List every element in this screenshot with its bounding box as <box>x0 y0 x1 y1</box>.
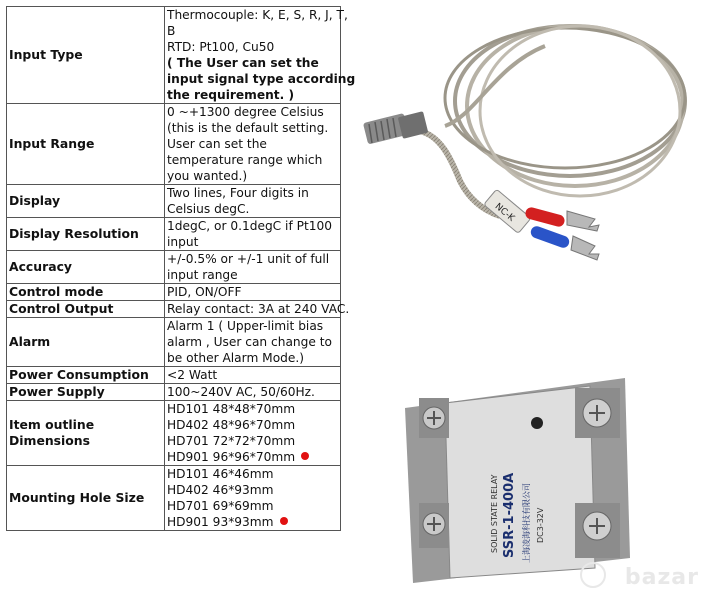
spec-row <box>7 384 341 401</box>
relay-label-company: 上海凌海科技有限公司 <box>522 483 531 563</box>
spec-value <box>165 251 341 284</box>
screw-top-left <box>419 398 449 438</box>
screw-top-right <box>575 388 620 438</box>
spec-value-line <box>167 7 348 23</box>
spec-value-text: Relay contact: 3A at 240 VAC. <box>167 302 350 316</box>
spec-value-text: input <box>167 235 199 249</box>
watermark-icon <box>580 562 606 588</box>
spec-row <box>7 104 341 185</box>
spec-row <box>7 367 341 384</box>
spec-value-line <box>167 23 338 39</box>
spec-value-line <box>167 39 338 55</box>
thermocouple-photo <box>345 6 705 266</box>
spec-value <box>165 466 341 531</box>
spec-value-line <box>167 87 338 103</box>
spec-value <box>165 104 341 185</box>
relay-label-model: SSR-1-400A <box>502 472 517 558</box>
spec-value-text: Alarm 1 ( Upper-limit bias <box>167 319 324 333</box>
spec-value-line <box>167 185 338 201</box>
spec-value-line <box>167 104 338 120</box>
spec-value-text: HD901 93*93mm <box>167 515 274 529</box>
spec-row <box>7 185 341 218</box>
spec-value-line <box>167 318 338 334</box>
spec-value-line <box>167 267 338 283</box>
spec-value-text: HD402 46*93mm <box>167 483 274 497</box>
spec-value <box>165 7 356 104</box>
spec-label: Accuracy <box>7 251 165 284</box>
spec-value-line <box>167 71 356 87</box>
spec-value-line <box>167 136 338 152</box>
thermocouple-tag: NC-K <box>492 201 517 224</box>
spec-label: Input Range <box>7 104 165 185</box>
spec-label: Power Supply <box>7 384 165 401</box>
red-dot-icon <box>301 452 309 460</box>
spec-value-text: HD402 48*96*70mm <box>167 418 296 432</box>
spec-value-text: you wanted.) <box>167 169 248 183</box>
spec-value-text: input range <box>167 268 238 282</box>
spec-value-text: +/-0.5% or +/-1 unit of full <box>167 252 330 266</box>
spec-value-text: HD101 46*46mm <box>167 467 274 481</box>
spec-row <box>7 284 341 301</box>
spec-value <box>165 301 350 318</box>
red-dot-icon <box>280 517 288 525</box>
spec-value-line <box>167 449 338 465</box>
spec-value-line <box>167 301 350 317</box>
spec-value-text: 100~240V AC, 50/60Hz. <box>167 385 315 399</box>
spec-row <box>7 401 341 466</box>
spec-value-line <box>167 498 338 514</box>
spec-label: Display <box>7 185 165 218</box>
spec-value-line <box>167 120 338 136</box>
spec-row <box>7 466 341 531</box>
spec-value-line <box>167 384 338 400</box>
spec-label: Control mode <box>7 284 165 301</box>
spec-value <box>165 218 341 251</box>
spec-row <box>7 7 341 104</box>
spec-value-line <box>167 201 338 217</box>
spec-value-line <box>167 417 338 433</box>
relay-label-voltage: DC3-32V <box>536 507 545 543</box>
spec-value-text: (this is the default setting. <box>167 121 329 135</box>
spec-value-line <box>167 514 338 530</box>
screw-bottom-left <box>419 503 449 548</box>
spec-value-text: Thermocouple: K, E, S, R, J, T, <box>167 8 348 22</box>
spec-label: Mounting Hole Size <box>7 466 165 531</box>
spec-value-text: 0 ~+1300 degree Celsius <box>167 105 324 119</box>
spec-row <box>7 251 341 284</box>
spec-value-line <box>167 350 338 366</box>
spec-value <box>165 384 341 401</box>
spec-label: Item outline Dimensions <box>7 401 165 466</box>
spec-value-text: ( The User can set the <box>167 56 319 70</box>
spec-value-text: the requirement. ) <box>167 88 295 102</box>
spec-value-text: <2 Watt <box>167 368 218 382</box>
spec-value-text: alarm , User can change to <box>167 335 332 349</box>
spec-value <box>165 284 341 301</box>
spec-row <box>7 218 341 251</box>
spec-value <box>165 185 341 218</box>
spec-label: Alarm <box>7 318 165 367</box>
spec-value-line <box>167 284 338 300</box>
spec-value-text: Celsius degC. <box>167 202 250 216</box>
spec-value <box>165 401 341 466</box>
spec-table-body <box>7 7 356 531</box>
spec-row <box>7 318 341 367</box>
spec-value-line <box>167 168 338 184</box>
spec-value-text: be other Alarm Mode.) <box>167 351 305 365</box>
spec-value-text: HD901 96*96*70mm <box>167 450 296 464</box>
spec-value-line <box>167 218 338 234</box>
spec-value-text: HD701 72*72*70mm <box>167 434 296 448</box>
spec-table <box>6 6 356 531</box>
spec-value <box>165 318 341 367</box>
spec-value-line <box>167 367 338 383</box>
spec-value-line <box>167 482 338 498</box>
spec-value-text: RTD: Pt100, Cu50 <box>167 40 275 54</box>
watermark-text: bazar <box>624 565 699 590</box>
spec-value-text: HD101 48*48*70mm <box>167 402 296 416</box>
spec-value-text: HD701 69*69mm <box>167 499 274 513</box>
spec-label: Control Output <box>7 301 165 318</box>
spec-label: Input Type <box>7 7 165 104</box>
spec-value-line <box>167 55 338 71</box>
spec-value-text: User can set the <box>167 137 267 151</box>
relay-label-line1: SOLID STATE RELAY <box>490 474 499 553</box>
spec-row <box>7 301 341 318</box>
spec-label: Display Resolution <box>7 218 165 251</box>
spec-value-line <box>167 251 338 267</box>
spec-value-text: temperature range which <box>167 153 323 167</box>
spec-value <box>165 367 341 384</box>
spec-label: Power Consumption <box>7 367 165 384</box>
spec-value-text: Two lines, Four digits in <box>167 186 309 200</box>
spec-value-line <box>167 234 338 250</box>
spec-value-line <box>167 152 338 168</box>
screw-bottom-right <box>575 503 620 558</box>
solid-state-relay-photo <box>405 378 635 583</box>
spec-value-line <box>167 401 338 417</box>
spec-value-text: 1degC, or 0.1degC if Pt100 <box>167 219 333 233</box>
spec-value-text: input signal type according <box>167 72 356 86</box>
spec-value-line <box>167 433 338 449</box>
spec-value-line <box>167 334 338 350</box>
spec-value-line <box>167 466 338 482</box>
spec-value-text: B <box>167 24 176 38</box>
spec-value-text: PID, ON/OFF <box>167 285 242 299</box>
